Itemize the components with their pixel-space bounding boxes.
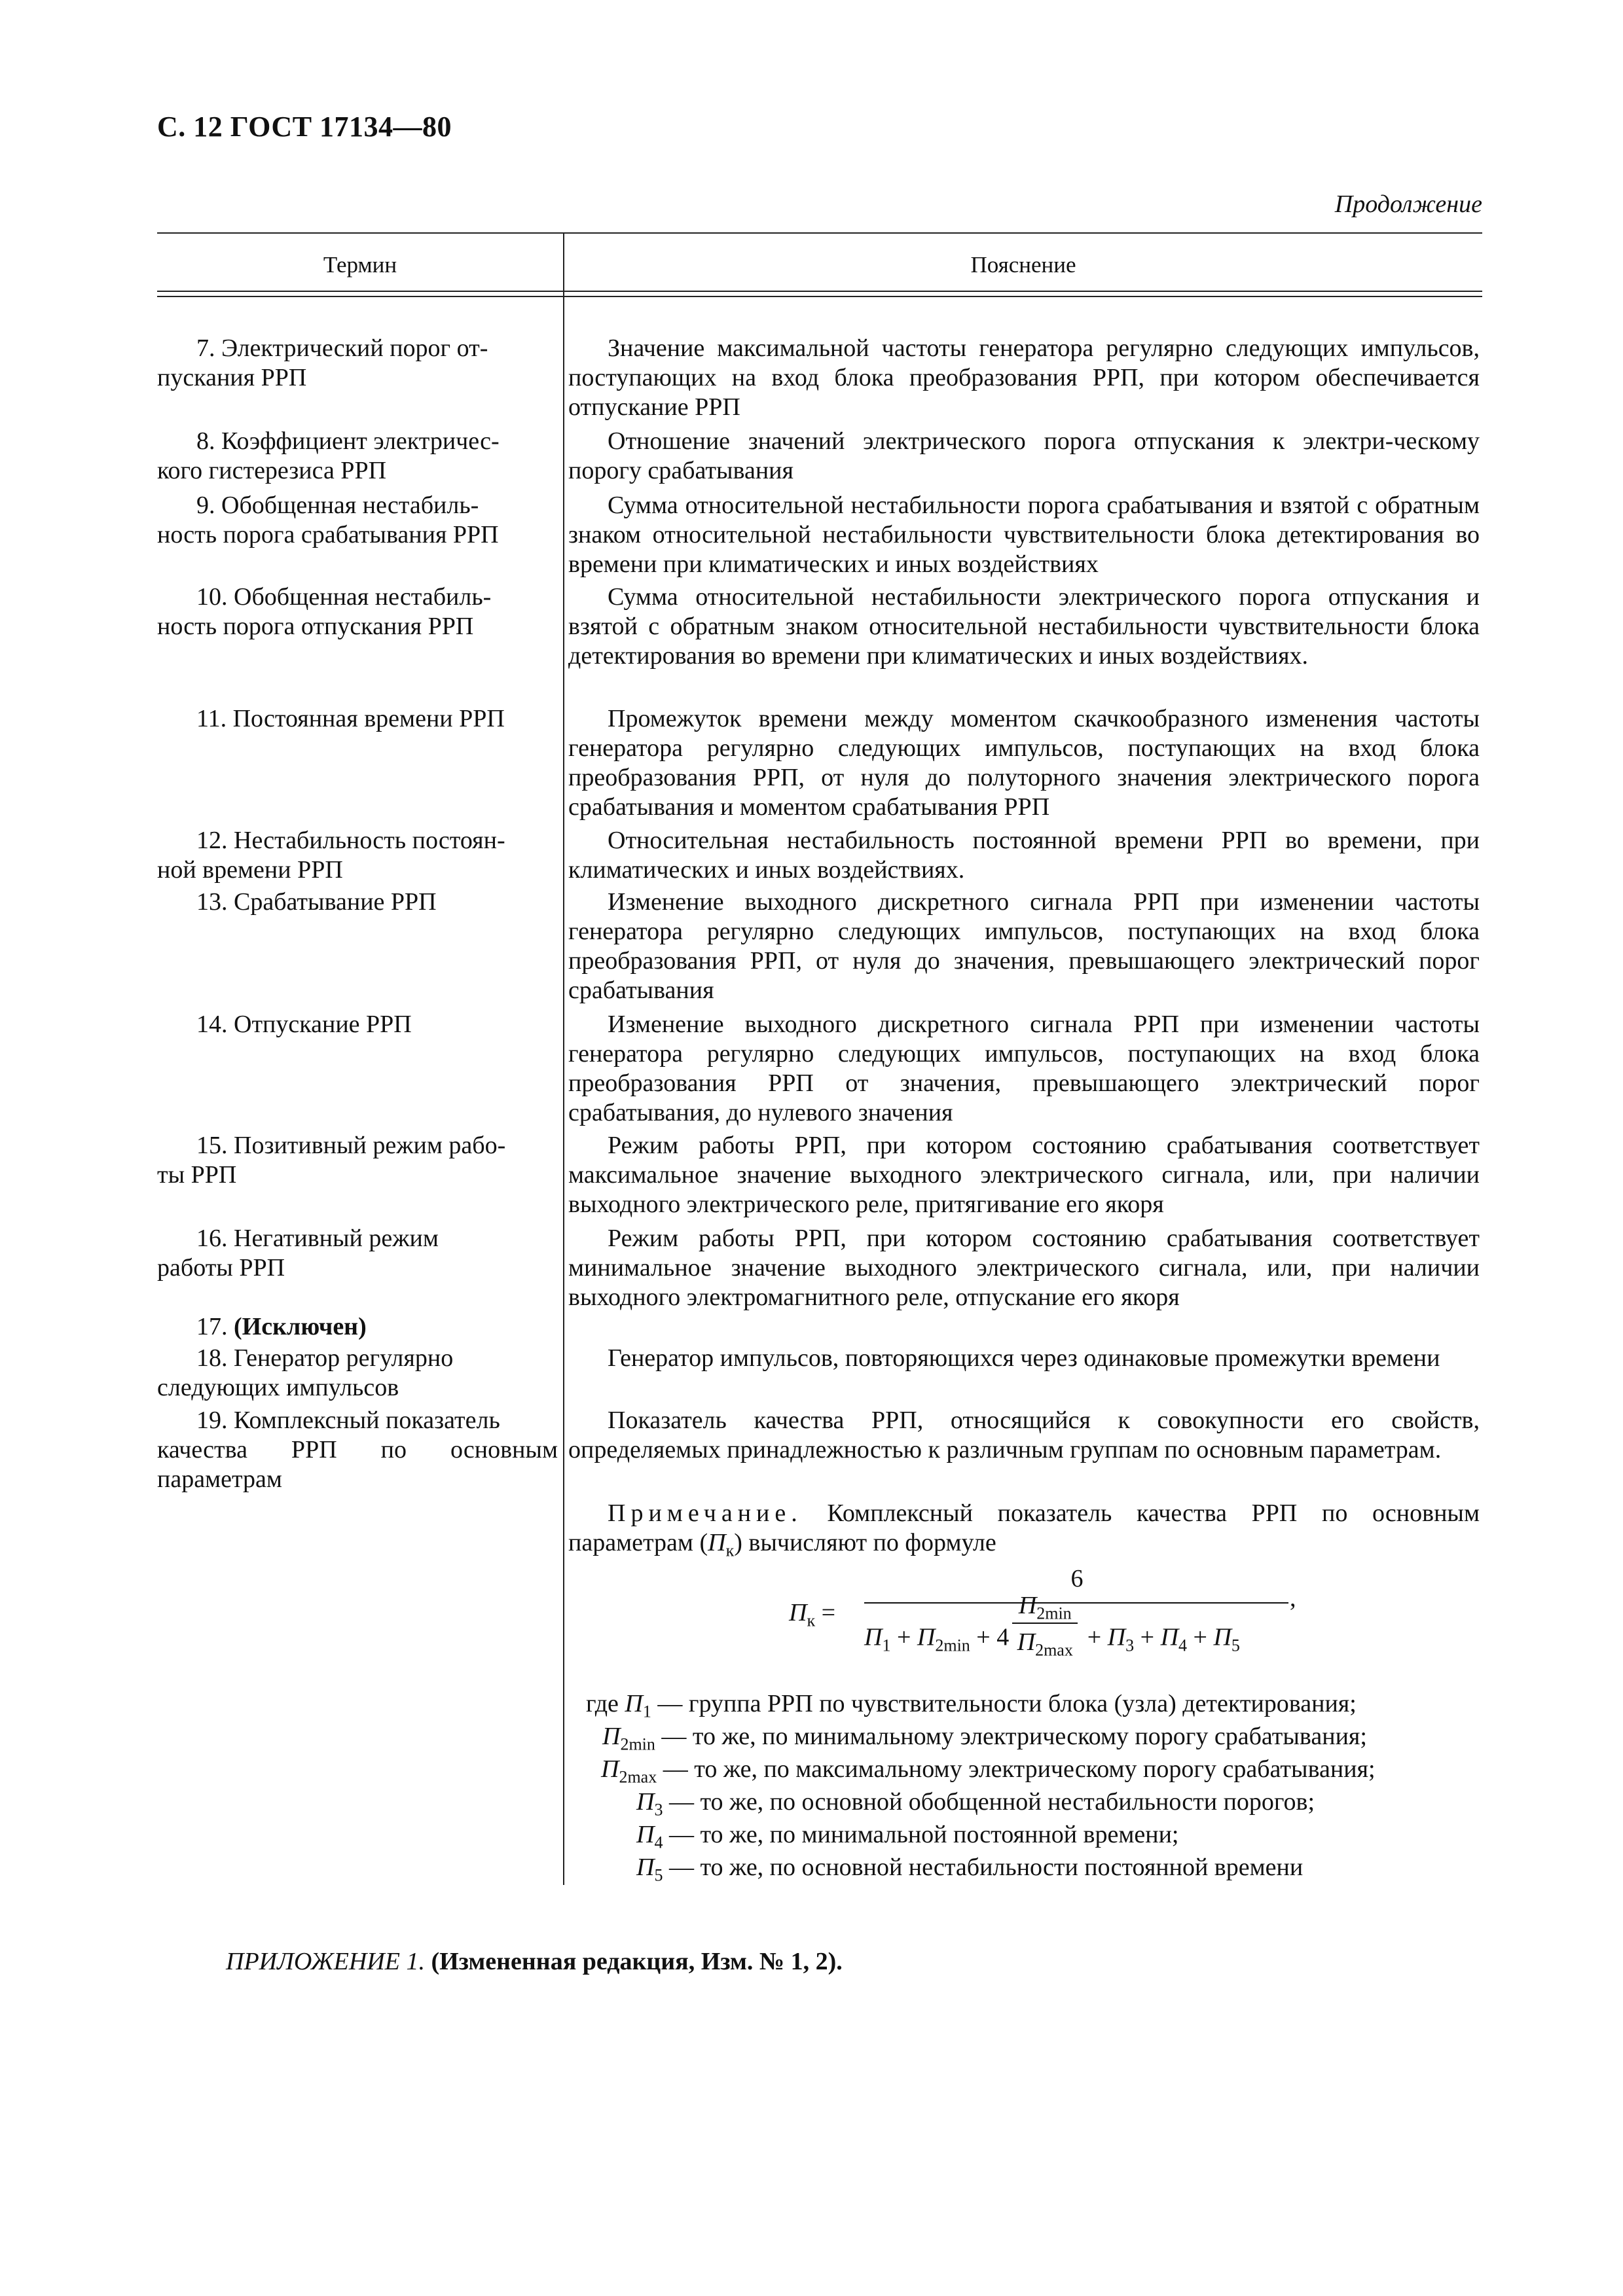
term-cell: 18. Генератор регулярно следующих импульсов: [157, 1344, 454, 1401]
term-cell: 14. Отпускание РРП: [196, 1011, 412, 1038]
excluded-mark: (Исключен): [234, 1313, 367, 1340]
explanation-cell: Относительная нестабильность постоянной времени РРП во времени, при климатических и иных воздействиях.: [568, 827, 1480, 884]
term-cell: 12. Нестабильность постоян- ной времени РРП: [157, 827, 505, 884]
header-rule: [157, 291, 1482, 292]
explanation-cell: Генератор импульсов, повторяющихся через одинаковые промежутки времени: [608, 1344, 1440, 1372]
legend-line: $П_{2min}$ — то же, по минимальному электрическому порогу срабатывания;: [602, 1723, 1367, 1754]
appendix-text: (Измененная редакция, Изм. № 1, 2).: [424, 1948, 843, 1975]
explanation-cell: Режим работы РРП, при котором состоянию срабатывания соответствует минимальное значение выходного электрического сигнала, или, при наличии выходного электромагнитного реле, отпускание его якоря: [568, 1225, 1480, 1311]
explanation-cell: Значение максимальной частоты генератора регулярно следующих импульсов, поступающих на вход блока преобразования РРП, при котором обеспечивается отпускание РРП: [568, 334, 1480, 421]
appendix-label: ПРИЛОЖЕНИЕ 1.: [226, 1948, 425, 1975]
term-cell: 17. (Исключен): [196, 1313, 367, 1340]
explanation-cell: Сумма относительной нестабильности порога срабатывания и взятой с обратным знаком относительной нестабильности чувствительности блока детектирования во времени при климатических и иных воздействиях: [568, 492, 1480, 578]
term-cell: 13. Срабатывание РРП: [196, 888, 437, 916]
legend-line: где $П_1$ — группа РРП по чувствительности блока (узла) детектирования;: [586, 1690, 1357, 1721]
continuation-label: Продолжение: [1334, 190, 1482, 218]
explanation-cell: Изменение выходного дискретного сигнала РРП при изменении частоты генератора регулярно следующих импульсов, поступающих на вход блока преобразования РРП, от нуля до значения, превышающего электрический порог срабатывания: [568, 888, 1480, 1004]
term-cell: 11. Постоянная времени РРП: [196, 705, 505, 732]
term-cell: 7. Электрический порог от- пускания РРП: [157, 334, 488, 391]
explanation-cell: Режим работы РРП, при котором состоянию срабатывания соответствует максимальное значение выходного электрического сигнала, или, при наличии выходного электрического реле, притягивание его якоря: [568, 1132, 1480, 1218]
column-header-explanation: Пояснение: [970, 252, 1076, 278]
term-cell: 16. Негативный режим работы РРП: [157, 1225, 439, 1282]
explanation-cell: Промежуток времени между моментом скачкообразного изменения частоты генератора регулярно следующих импульсов, поступающих на вход блока преобразования РРП, от нуля до полуторного значения электрического порога срабатывания и моментом срабатывания РРП: [568, 705, 1480, 821]
page-header: С. 12 ГОСТ 17134—80: [157, 111, 452, 143]
formula-lhs: $П_к$ =: [789, 1599, 836, 1630]
formula-denominator: $П_1 + П_{2min} + 4$ $П_{2min}$ $П_{2max}$ + $П_3 + П_4 + П_5$: [864, 1613, 1290, 1666]
inner-fraction: $П_{2min}$ $П_{2max}$: [1009, 1613, 1081, 1666]
term-cell: 15. Позитивный режим рабо- ты РРП: [157, 1132, 506, 1189]
legend-line: $П_5$ — то же, по основной нестабильности постоянной времени: [636, 1854, 1304, 1885]
explanation-cell: Сумма относительной нестабильности электрического порога отпускания и взятой с обратным знаком относительной нестабильности чувствительности блока детектирования во времени при климатических и иных воздействиях.: [568, 583, 1480, 670]
legend-line: $П_4$ — то же, по минимальной постоянной времени;: [636, 1821, 1179, 1852]
table-top-rule: [157, 232, 1482, 234]
term-cell: 10. Обобщенная нестабиль- ность порога отпускания РРП: [157, 583, 492, 640]
term-cell: 9. Обобщенная нестабиль- ность порога срабатывания РРП: [157, 492, 499, 548]
formula-numerator: 6: [1070, 1565, 1084, 1592]
column-divider: [563, 232, 564, 1885]
appendix-note: [226, 1947, 843, 1976]
term-cell: 8. Коэффициент электричес- кого гистерезиса РРП: [157, 427, 500, 484]
legend-line: $П_3$ — то же, по основной обобщенной нестабильности порогов;: [636, 1788, 1315, 1820]
explanation-cell: Изменение выходного дискретного сигнала РРП при изменении частоты генератора регулярно следующих импульсов, поступающих на вход блока преобразования РРП от значения, превышающего электрический порог срабатывания, до нулевого значения: [568, 1011, 1480, 1126]
formula: [789, 1564, 1313, 1676]
explanation-cell: Показатель качества РРП, относящийся к совокупности его свойств, определяемых принадлежностью к различным группам по основным параметрам.: [568, 1407, 1480, 1463]
legend-line: $П_{2max}$ — то же, по максимальному электрическому порогу срабатывания;: [601, 1755, 1376, 1787]
term-cell: 19. Комплексный показатель качества РРП по основным параметрам: [157, 1407, 558, 1493]
formula-comma: ,: [1290, 1585, 1296, 1612]
column-header-term: Термин: [323, 252, 397, 278]
note-text: Примечание. Комплексный показатель качества РРП по основным параметрам $(П_к)$ вычисляют по формуле: [568, 1499, 1480, 1560]
explanation-cell: Отношение значений электрического порога отпускания к электри-ческому порогу срабатывания: [568, 427, 1480, 484]
header-rule: [157, 296, 1482, 297]
note-label: Примечание.: [608, 1499, 803, 1527]
